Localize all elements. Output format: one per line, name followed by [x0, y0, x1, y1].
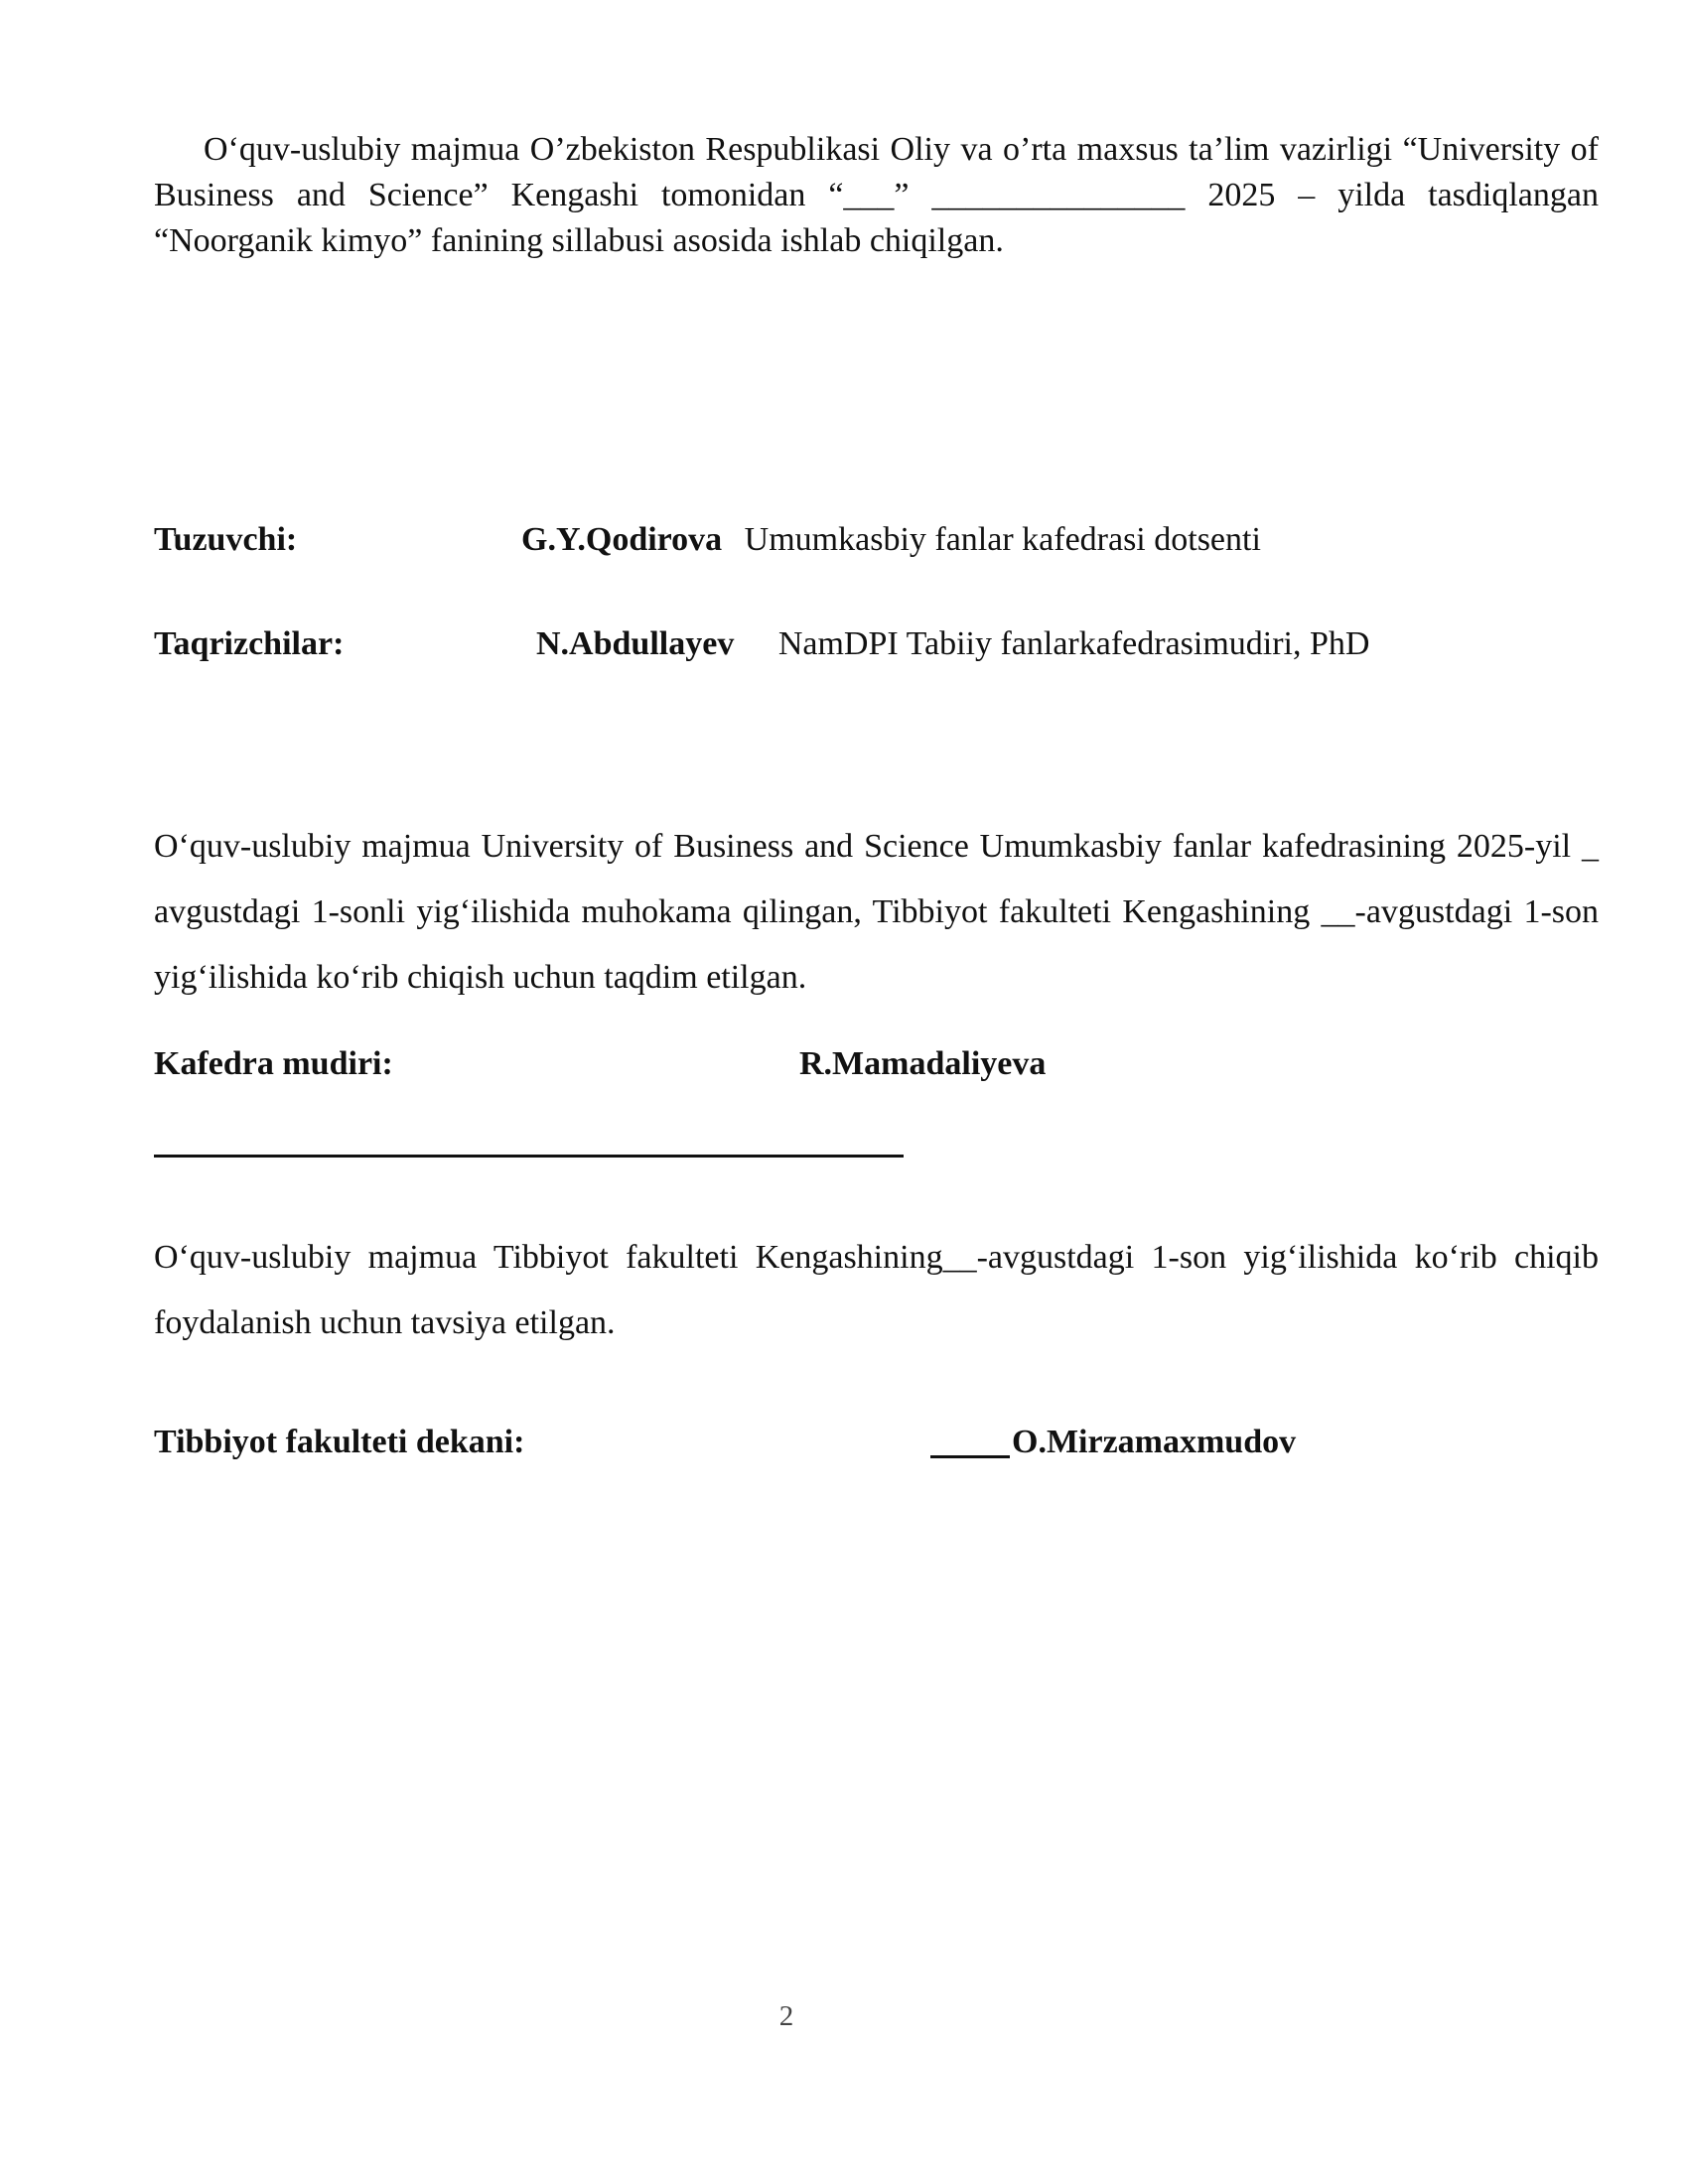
intro-paragraph: O‘quv-uslubiy majmua O’zbekiston Respublikasi Oliy va o’rta maxsus ta’lim vazirligi “University of Business and Science” Kengashi tomonidan “___” _______________ 2025 – yilda tasdiqlangan “Noorganik kimyo” fanining sillabusi asosida ishlab chiqilgan.: [154, 131, 1599, 259]
dean-name: O.Mirzamaxmudov: [1012, 1424, 1297, 1460]
head-of-department-label: Kafedra mudiri:: [154, 1045, 393, 1082]
compiler-label: Tuzuvchi:: [154, 521, 298, 558]
compiler-position: Umumkasbiy fanlar kafedrasi dotsenti: [744, 521, 1261, 558]
faculty-paragraph: O‘quv-uslubiy majmua Tibbiyot fakulteti Kengashining__-avgustdagi 1-son yig‘ilishida ko‘rib chiqib foydalanish uchun tavsiya etilgan.: [154, 1239, 1599, 1341]
head-of-department-name: R.Mamadaliyeva: [799, 1045, 1047, 1082]
page-number: 2: [778, 2000, 794, 2032]
dean-label: Tibbiyot fakulteti dekani:: [154, 1424, 525, 1460]
dean-signature-line: [930, 1455, 1010, 1458]
dean-signature: [930, 1424, 1296, 1461]
department-paragraph: O‘quv-uslubiy majmua University of Business and Science Umumkasbiy fanlar kafedrasining 2025-yil _ avgustdagi 1-sonli yig‘ilishida muhokama qilingan, Tibbiyot fakulteti Kengashining __-avgustdagi 1-son yig‘ilishida ko‘rib chiqish uchun taqdim etilgan.: [154, 828, 1599, 996]
reviewer-info: [536, 625, 1369, 663]
reviewer-position: NamDPI Tabiiy fanlarkafedrasimudiri, PhD: [777, 625, 1370, 662]
signature-line: [154, 1155, 904, 1158]
reviewer-name: N.Abdullayev: [536, 625, 735, 662]
reviewers-label: Taqrizchilar:: [154, 625, 345, 662]
compiler-info: [521, 521, 1261, 559]
compiler-name: G.Y.Qodirova: [521, 521, 723, 558]
